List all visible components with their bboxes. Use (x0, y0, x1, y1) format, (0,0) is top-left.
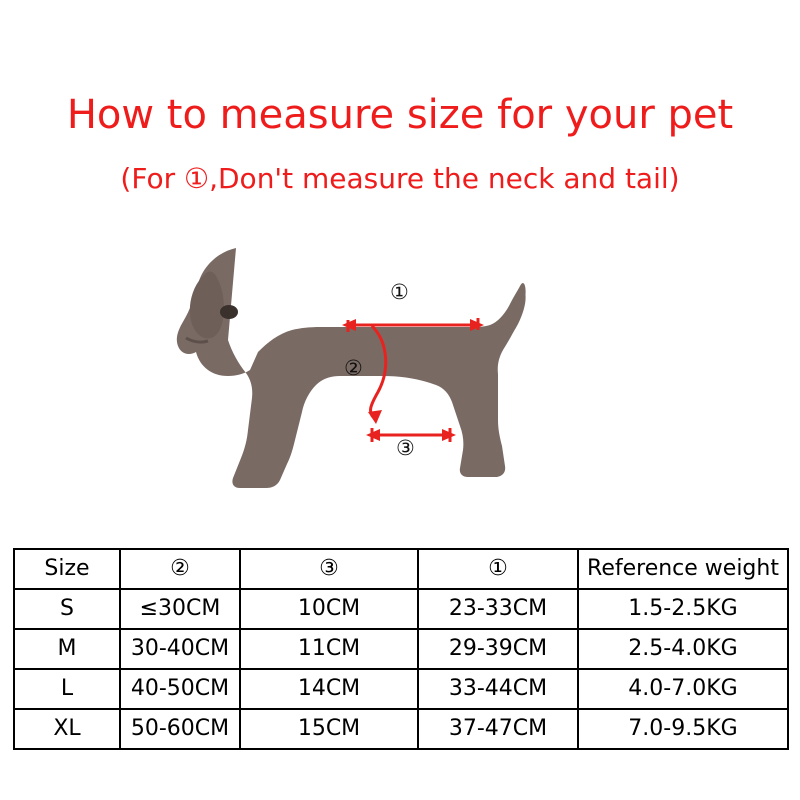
table-header-back: ① (418, 549, 578, 589)
cell-belly: 14CM (240, 669, 418, 709)
cell-weight: 7.0-9.5KG (578, 709, 788, 749)
page-title: How to measure size for your pet (66, 92, 734, 138)
cell-chest: 40-50CM (120, 669, 240, 709)
cell-size: L (14, 669, 120, 709)
table-header-chest: ② (120, 549, 240, 589)
cell-back: 33-44CM (418, 669, 578, 709)
marker-label-3: ③ (396, 436, 415, 460)
cell-chest: 30-40CM (120, 629, 240, 669)
cell-belly: 10CM (240, 589, 418, 629)
cell-belly: 11CM (240, 629, 418, 669)
dog-measurement-illustration (0, 230, 800, 530)
cell-size: M (14, 629, 120, 669)
table-row (14, 589, 788, 629)
cell-weight: 2.5-4.0KG (578, 629, 788, 669)
cell-size: XL (14, 709, 120, 749)
cell-back: 37-47CM (418, 709, 578, 749)
size-chart-table (13, 548, 789, 750)
cell-chest: ≤30CM (120, 589, 240, 629)
cell-size: S (14, 589, 120, 629)
table-header-belly: ③ (240, 549, 418, 589)
cell-weight: 4.0-7.0KG (578, 669, 788, 709)
marker-label-2: ② (344, 356, 363, 380)
table-header-row (14, 549, 788, 589)
table-row (14, 629, 788, 669)
cell-chest: 50-60CM (120, 709, 240, 749)
cell-back: 23-33CM (418, 589, 578, 629)
cell-weight: 1.5-2.5KG (578, 589, 788, 629)
cell-belly: 15CM (240, 709, 418, 749)
marker-label-1: ① (390, 280, 409, 304)
table-row (14, 709, 788, 749)
table-header-size: Size (14, 549, 120, 589)
table-row (14, 669, 788, 709)
table-header-weight: Reference weight (578, 549, 788, 589)
cell-back: 29-39CM (418, 629, 578, 669)
dog-eye (220, 305, 238, 319)
page-subtitle: (For ①,Don't measure the neck and tail) (120, 162, 680, 195)
dog-diagram-svg (0, 230, 800, 530)
